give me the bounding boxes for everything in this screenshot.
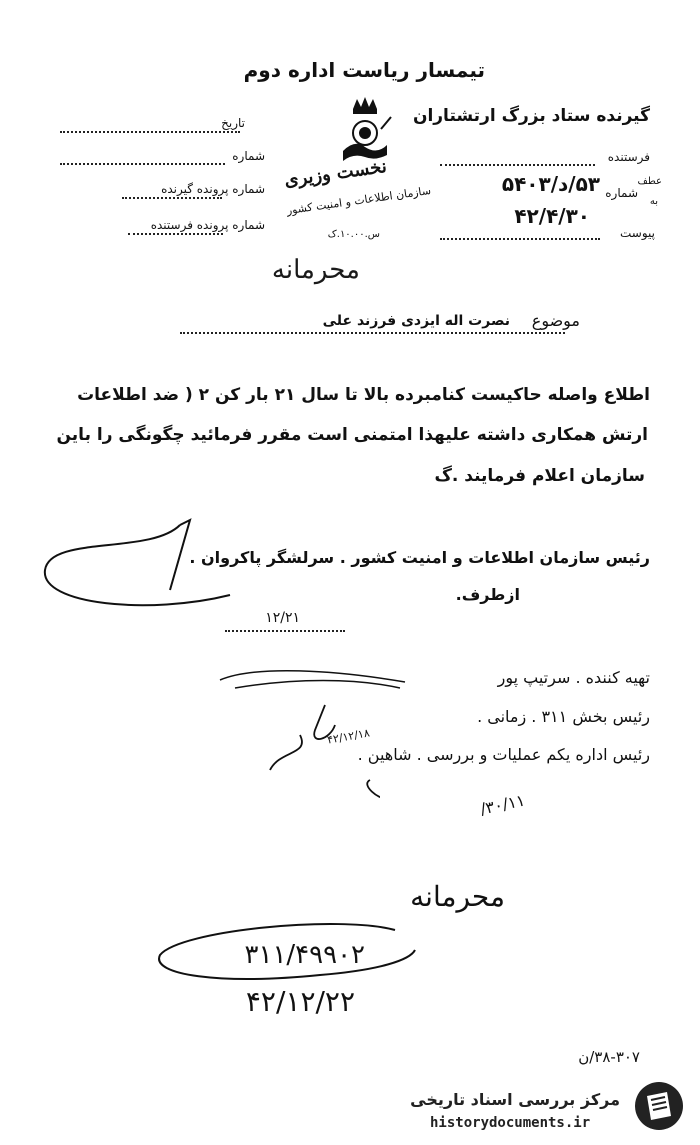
ref-label: عطف <box>637 176 662 187</box>
emblem-line2: سازمان اطلاعات و امنیت کشور <box>286 183 433 218</box>
dept-chief: رئیس اداره یکم عملیات و بررسی . شاهین . <box>357 745 650 764</box>
sender-label: فرستنده <box>607 150 650 164</box>
number-dots-left <box>60 163 225 165</box>
section-chief: رئیس بخش ۳۱۱ . زمانی . <box>477 707 650 726</box>
handwritten-signature <box>240 700 380 800</box>
receiver-file-dots <box>122 197 222 199</box>
watermark-url: historydocuments.ir <box>430 1115 591 1131</box>
lion-sun-crown-emblem <box>335 95 395 165</box>
document-code: ۳۸-۳۰۷/ن <box>578 1048 640 1066</box>
recipient-line: گیرنده ستاد بزرگ ارتشتاران <box>412 106 650 126</box>
date-underline <box>225 630 345 632</box>
body-line-3: سازمان اعلام فرمایند .گ <box>434 466 645 486</box>
emblem-line3: س.۱۰.۰۰.ک <box>327 229 380 240</box>
sender-file-dots <box>128 233 223 235</box>
handwritten-initial-date: ۴۲/۱۲/۱۸ <box>326 726 371 747</box>
signature-line-1: رئیس سازمان اطلاعات و امنیت کشور . سرلشگر پاکروان . <box>189 548 650 567</box>
ref-label2: به <box>649 196 658 207</box>
watermark-title: مرکز بررسی اسناد تاریخی <box>410 1090 620 1109</box>
number-label-right: شماره <box>605 186 638 200</box>
watermark-logo-icon <box>633 1080 685 1132</box>
attachment-dots <box>440 238 600 240</box>
attachment-value: ۴۲/۴/۳۰ <box>514 204 590 228</box>
prepared-by: تهیه کننده . سرتیپ پور <box>497 668 650 687</box>
date-label: تاریخ <box>221 116 245 130</box>
handwritten-loop-mark <box>30 515 250 625</box>
number-label-left: شماره <box>232 149 265 163</box>
handwritten-date-1: ۱۲/۲۱ <box>265 610 300 626</box>
document-title: تیمسار ریاست اداره دوم <box>243 58 485 82</box>
ref-value: ۵۳/د/۵۴۰۳ <box>501 172 600 196</box>
sender-dots <box>440 164 595 166</box>
handwritten-confidential-top: محرمانه <box>271 255 360 285</box>
attachment-label: پیوست <box>620 226 655 240</box>
handwritten-number: ۳۱۱/۴۹۹۰۲ <box>244 940 365 970</box>
body-line-1: اطلاع واصله حاکیست کنامبرده بالا تا سال ۲۱ بار کن ۲ ( ضد اطلاعات <box>77 385 650 405</box>
handwritten-date-2: ۳۰/۱۱/ <box>478 790 527 819</box>
subject-label: موضوع <box>531 311 580 330</box>
handwritten-scribble <box>215 660 415 700</box>
handwritten-confidential-bottom: محرمانه <box>410 880 505 913</box>
subject-value: نصرت اله ایزدی فرزند علی <box>322 313 510 329</box>
subject-dots <box>180 332 565 334</box>
signature-line-2: ازطرف. <box>455 585 520 604</box>
date-dots <box>60 131 240 133</box>
emblem-line1: نخست وزیری <box>282 155 388 192</box>
handwritten-date-3: ۴۲/۱۲/۲۲ <box>245 985 355 1018</box>
body-line-2: ارتش همکاری داشته علیهذا امتمنی است مقرر فرمائید چگونگی را باین <box>56 425 648 445</box>
receiver-file-label: شماره پرونده گیرنده <box>161 182 265 196</box>
sender-file-label: شماره پرونده فرستنده <box>150 218 265 232</box>
